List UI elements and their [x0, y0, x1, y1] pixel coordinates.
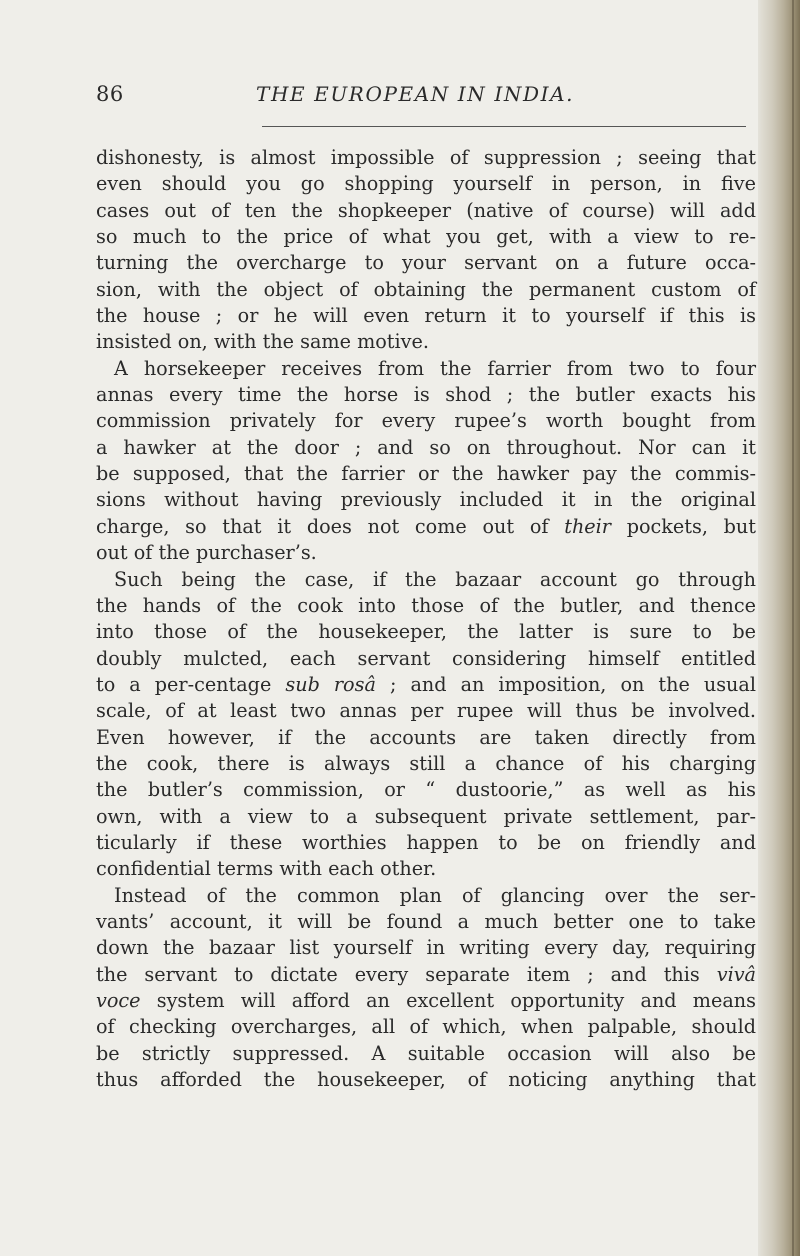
text-line: commission privately for every rupee’s worth bought from: [96, 409, 756, 433]
text-line: the butler’s commission, or “ dustoorie,” as well as his: [96, 778, 756, 802]
italic-text: sub rosâ: [285, 672, 376, 696]
text-line: [96, 988, 756, 1014]
text-line: scale, of at least two annas per rupee will thus be involved.: [96, 699, 756, 723]
text-line: the house ; or he will even return it to yourself if this is: [96, 304, 756, 328]
text-line: thus afforded the housekeeper, of noticing anything that: [96, 1068, 756, 1092]
text-line: into those of the housekeeper, the latter is sure to be: [96, 620, 756, 644]
text-line: be supposed, that the farrier or the hawker pay the commis-: [96, 462, 756, 486]
text-line: insisted on, with the same motive.: [96, 330, 429, 354]
text-line: [96, 514, 756, 540]
text-line: down the bazaar list yourself in writing every day, requiring: [96, 936, 756, 960]
text-line: [96, 672, 756, 698]
text-line: A horsekeeper receives from the farrier from two to four: [114, 356, 756, 380]
text-segment: to a per-centage: [96, 672, 286, 696]
text-line: doubly mulcted, each servant considering himself entitled: [96, 646, 756, 670]
text-line: confidential terms with each other.: [96, 857, 437, 881]
text-segment: ; and an imposition, on the usual: [375, 672, 756, 696]
text-line: annas every time the horse is shod ; the butler exacts his: [96, 383, 756, 407]
text-line: dishonesty, is almost impossible of suppression ; seeing that: [96, 146, 756, 169]
text-line: a hawker at the door ; and so on throughout. Nor can it: [96, 435, 756, 459]
text-line: Even however, if the accounts are taken directly from: [96, 725, 756, 749]
text-line: Such being the case, if the bazaar account go through: [114, 567, 756, 591]
text-line: ticularly if these worthies happen to be on friendly and: [96, 830, 756, 854]
text-line: the hands of the cook into those of the butler, and thence: [96, 593, 756, 617]
text-line: even should you go shopping yourself in person, in five: [96, 172, 756, 196]
text-line: sions without having previously included it in the original: [96, 488, 756, 512]
text-line: turning the overcharge to your servant on a future occa-: [96, 251, 756, 275]
body-text: [96, 145, 756, 1093]
text-line: vants’ account, it will be found a much better one to take: [96, 909, 756, 933]
text-line: of checking overcharges, all of which, when palpable, should: [96, 1015, 756, 1039]
text-segment: the servant to dictate every separate item ; and this: [96, 962, 717, 986]
text-line: [96, 962, 756, 988]
italic-text: vivâ: [716, 962, 756, 986]
text-line: own, with a view to a subsequent private settlement, par-: [96, 804, 756, 828]
italic-text: their: [564, 514, 611, 538]
page-edge-line: [792, 0, 794, 1256]
text-line: sion, with the object of obtaining the permanent custom of: [96, 277, 756, 301]
page-number: 86: [96, 82, 124, 106]
text-line: the cook, there is always still a chance of his charging: [96, 751, 756, 775]
text-line: be strictly suppressed. A suitable occasion will also be: [96, 1041, 756, 1065]
page-header: [96, 82, 756, 112]
text-line: so much to the price of what you get, with a view to re-: [96, 225, 756, 249]
italic-text: voce: [96, 989, 141, 1012]
text-segment: charge, so that it does not come out of: [96, 514, 565, 538]
text-segment: pockets, but: [610, 514, 756, 538]
text-line: cases out of ten the shopkeeper (native of course) will add: [96, 198, 756, 222]
text-line: Instead of the common plan of glancing over the ser-: [114, 883, 756, 907]
text-segment: system will afford an excellent opportunity and means: [140, 989, 756, 1012]
text-line: out of the purchaser’s.: [96, 541, 317, 565]
running-title: THE EUROPEAN IN INDIA.: [256, 82, 575, 106]
header-rule: [262, 126, 746, 127]
